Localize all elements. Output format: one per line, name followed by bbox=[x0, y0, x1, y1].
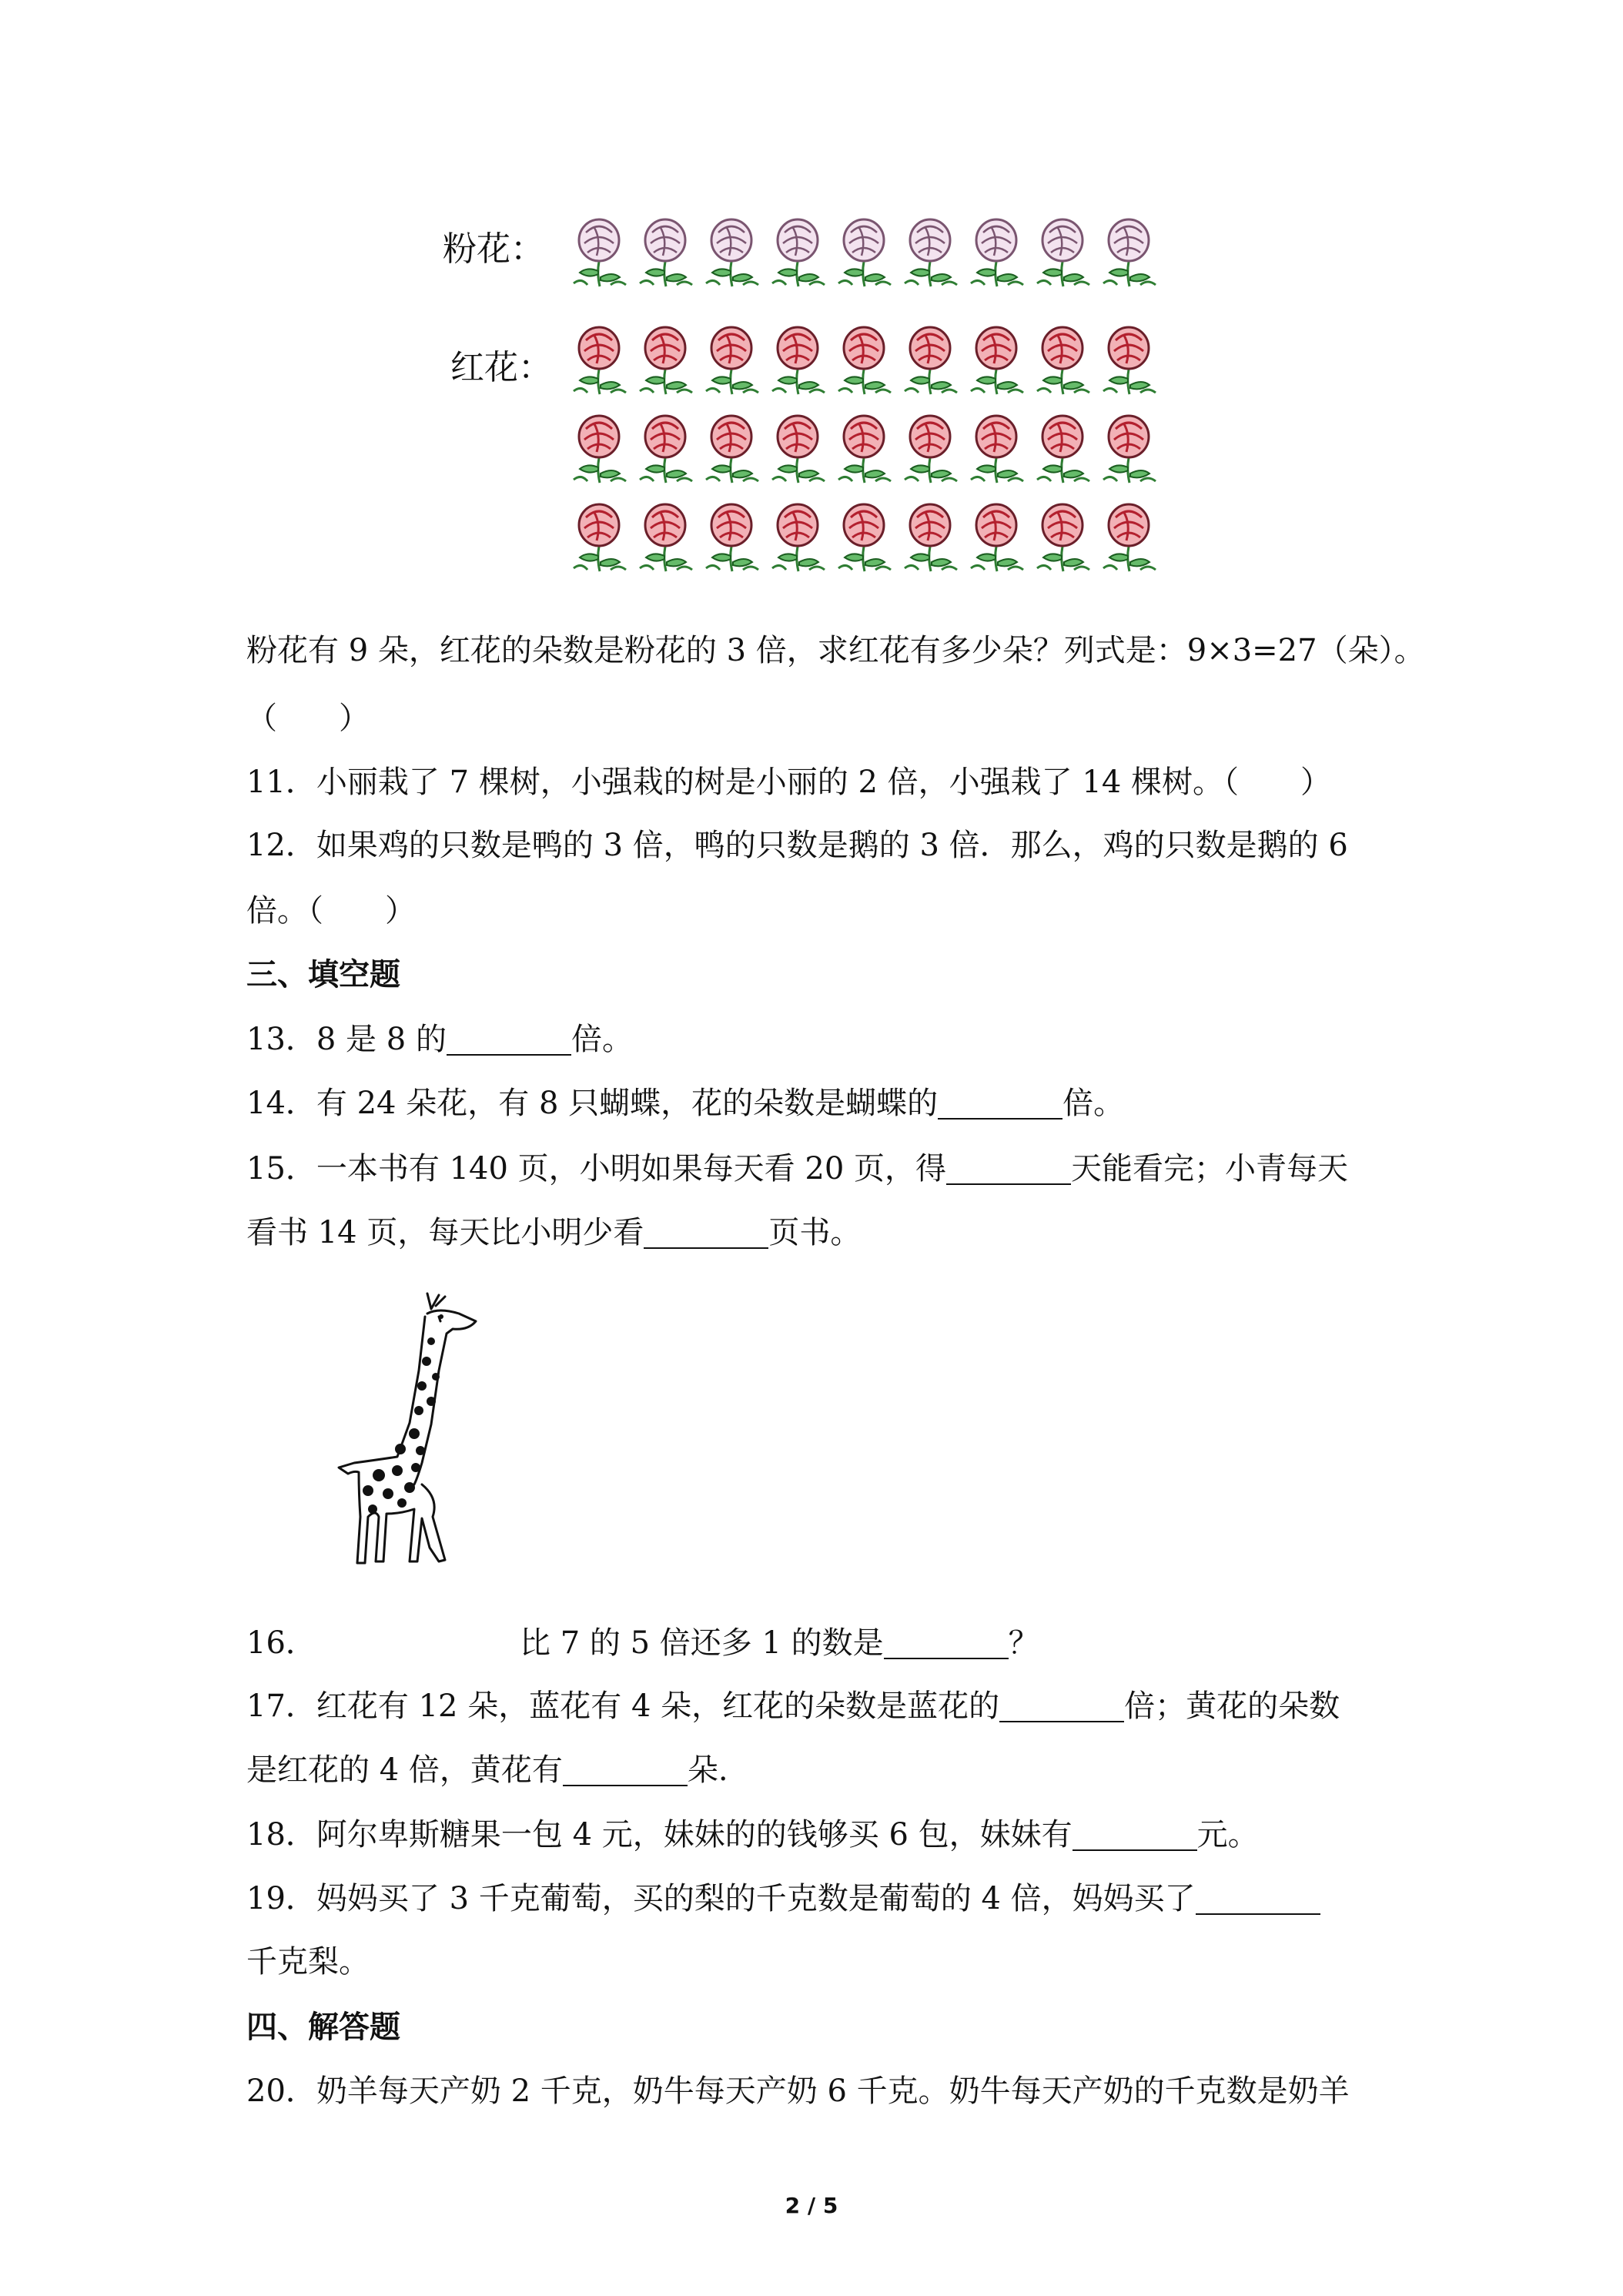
section-heading-fill-in: 三、填空题 bbox=[246, 957, 400, 992]
question-17-mid: 倍；黄花的朵数 bbox=[1124, 1689, 1340, 1724]
pink-flower-icon bbox=[698, 216, 765, 290]
red-flower-label: 红花： bbox=[450, 348, 552, 387]
answer-blank[interactable] bbox=[563, 1754, 688, 1786]
question-16 bbox=[520, 1622, 1039, 1665]
question-14 bbox=[246, 1082, 1124, 1125]
red-flower-icon bbox=[1029, 500, 1096, 574]
question-15-text: 15．一本书有 140 页，小明如果每天看 20 页，得 bbox=[246, 1151, 947, 1186]
giraffe-illustration bbox=[323, 1286, 516, 1575]
pink-flower-icon bbox=[1096, 216, 1162, 290]
answer-blank[interactable] bbox=[938, 1087, 1062, 1120]
question-14-text: 14．有 24 朵花，有 8 只蝴蝶，花的朵数是蝴蝶的 bbox=[246, 1086, 939, 1121]
red-flower-icon bbox=[831, 412, 897, 486]
question-15-text2: 看书 14 页，每天比小明少看 bbox=[246, 1215, 644, 1250]
question-10-text: 粉花有 9 朵，红花的朵数是粉花的 3 倍，求红花有多少朵？列式是：9×3=27（朵）。 bbox=[246, 633, 1425, 668]
red-flower-icon bbox=[963, 412, 1029, 486]
question-17-line2 bbox=[246, 1749, 728, 1792]
question-13-tail: 倍。 bbox=[571, 1022, 633, 1057]
answer-blank[interactable] bbox=[644, 1217, 768, 1249]
red-flower-icon bbox=[831, 500, 897, 574]
question-19-text: 19．妈妈买了 3 千克葡萄，买的梨的千克数是葡萄的 4 倍，妈妈买了 bbox=[246, 1881, 1196, 1916]
page-number: 2 / 5 bbox=[785, 2193, 838, 2218]
question-18 bbox=[246, 1813, 1259, 1856]
answer-blank[interactable] bbox=[884, 1627, 1009, 1659]
pink-flower-icon bbox=[632, 216, 698, 290]
question-15-line2 bbox=[246, 1211, 861, 1254]
red-flower-icon bbox=[963, 500, 1029, 574]
red-flower-icon bbox=[1096, 412, 1162, 486]
red-flower-row bbox=[566, 500, 1162, 576]
red-flower-icon bbox=[1096, 500, 1162, 574]
question-17-text: 17．红花有 12 朵，蓝花有 4 朵，红花的朵数是蓝花的 bbox=[246, 1689, 1000, 1724]
question-14-tail: 倍。 bbox=[1062, 1086, 1125, 1121]
answer-blank[interactable] bbox=[999, 1690, 1124, 1722]
pink-flower-icon bbox=[897, 216, 963, 290]
question-16-number: 16． bbox=[246, 1625, 316, 1661]
red-flower-icon bbox=[698, 500, 765, 574]
red-flower-icon bbox=[765, 323, 831, 397]
red-flower-icon bbox=[698, 412, 765, 486]
red-flower-icon bbox=[566, 412, 632, 486]
red-flower-icon bbox=[897, 500, 963, 574]
pink-flower-icon bbox=[566, 216, 632, 290]
pink-flower-icon bbox=[831, 216, 897, 290]
question-16-text: 比 7 的 5 倍还多 1 的数是 bbox=[520, 1625, 884, 1661]
red-flower-icon bbox=[632, 500, 698, 574]
red-flower-icon bbox=[897, 412, 963, 486]
question-18-text: 18．阿尔卑斯糖果一包 4 元，妹妹的的钱够买 6 包，妹妹有 bbox=[246, 1817, 1073, 1853]
question-20: 20．奶羊每天产奶 2 千克，奶牛每天产奶 6 千克。奶牛每天产奶的千克数是奶羊 bbox=[246, 2073, 1350, 2109]
question-15-tail: 页书。 bbox=[768, 1215, 862, 1250]
pink-flower-icon bbox=[1029, 216, 1096, 290]
answer-blank[interactable] bbox=[1073, 1819, 1197, 1851]
red-flower-icon bbox=[632, 323, 698, 397]
pink-flower-icon bbox=[963, 216, 1029, 290]
question-19-line2: 千克梨。 bbox=[246, 1944, 370, 1980]
red-flower-icon bbox=[566, 500, 632, 574]
question-12-line2: 倍。（ ） bbox=[246, 893, 416, 929]
red-flower-icon bbox=[765, 500, 831, 574]
red-flower-icon bbox=[566, 323, 632, 397]
red-flower-icon bbox=[831, 323, 897, 397]
red-flower-row bbox=[566, 323, 1162, 399]
red-flower-icon bbox=[963, 323, 1029, 397]
question-12-line1: 12．如果鸡的只数是鸭的 3 倍，鸭的只数是鹅的 3 倍．那么，鸡的只数是鹅的 6 bbox=[246, 828, 1348, 863]
red-flower-icon bbox=[1096, 323, 1162, 397]
red-flower-icon bbox=[698, 323, 765, 397]
question-10-answer-paren: （ ） bbox=[246, 701, 370, 736]
question-13-text: 13．8 是 8 的 bbox=[246, 1022, 447, 1057]
question-17-text2: 是红花的 4 倍，黄花有 bbox=[246, 1752, 563, 1788]
question-18-tail: 元。 bbox=[1196, 1817, 1259, 1853]
question-13 bbox=[246, 1018, 633, 1061]
red-flower-icon bbox=[897, 323, 963, 397]
answer-blank[interactable] bbox=[1196, 1883, 1320, 1915]
red-flower-row bbox=[566, 412, 1162, 487]
question-11: 11．小丽栽了 7 棵树，小强栽的树是小丽的 2 倍，小强栽了 14 棵树。（ ） bbox=[246, 765, 1331, 800]
red-flower-icon bbox=[632, 412, 698, 486]
question-19-line1 bbox=[246, 1877, 1320, 1920]
pink-flower-row bbox=[566, 216, 1162, 291]
question-16-tail: ？ bbox=[1008, 1625, 1039, 1661]
red-flower-icon bbox=[1029, 412, 1096, 486]
question-17-tail: 朵. bbox=[687, 1752, 728, 1788]
question-15-line1 bbox=[246, 1147, 1348, 1190]
question-17-line1 bbox=[246, 1685, 1340, 1728]
red-flower-icon bbox=[765, 412, 831, 486]
question-15-mid: 天能看完；小青每天 bbox=[1071, 1151, 1349, 1186]
answer-blank[interactable] bbox=[946, 1153, 1071, 1185]
section-heading-answer: 四、解答题 bbox=[246, 2010, 400, 2045]
red-flower-icon bbox=[1029, 323, 1096, 397]
pink-flower-icon bbox=[765, 216, 831, 290]
answer-blank[interactable] bbox=[447, 1023, 571, 1056]
pink-flower-label: 粉花： bbox=[443, 229, 544, 269]
